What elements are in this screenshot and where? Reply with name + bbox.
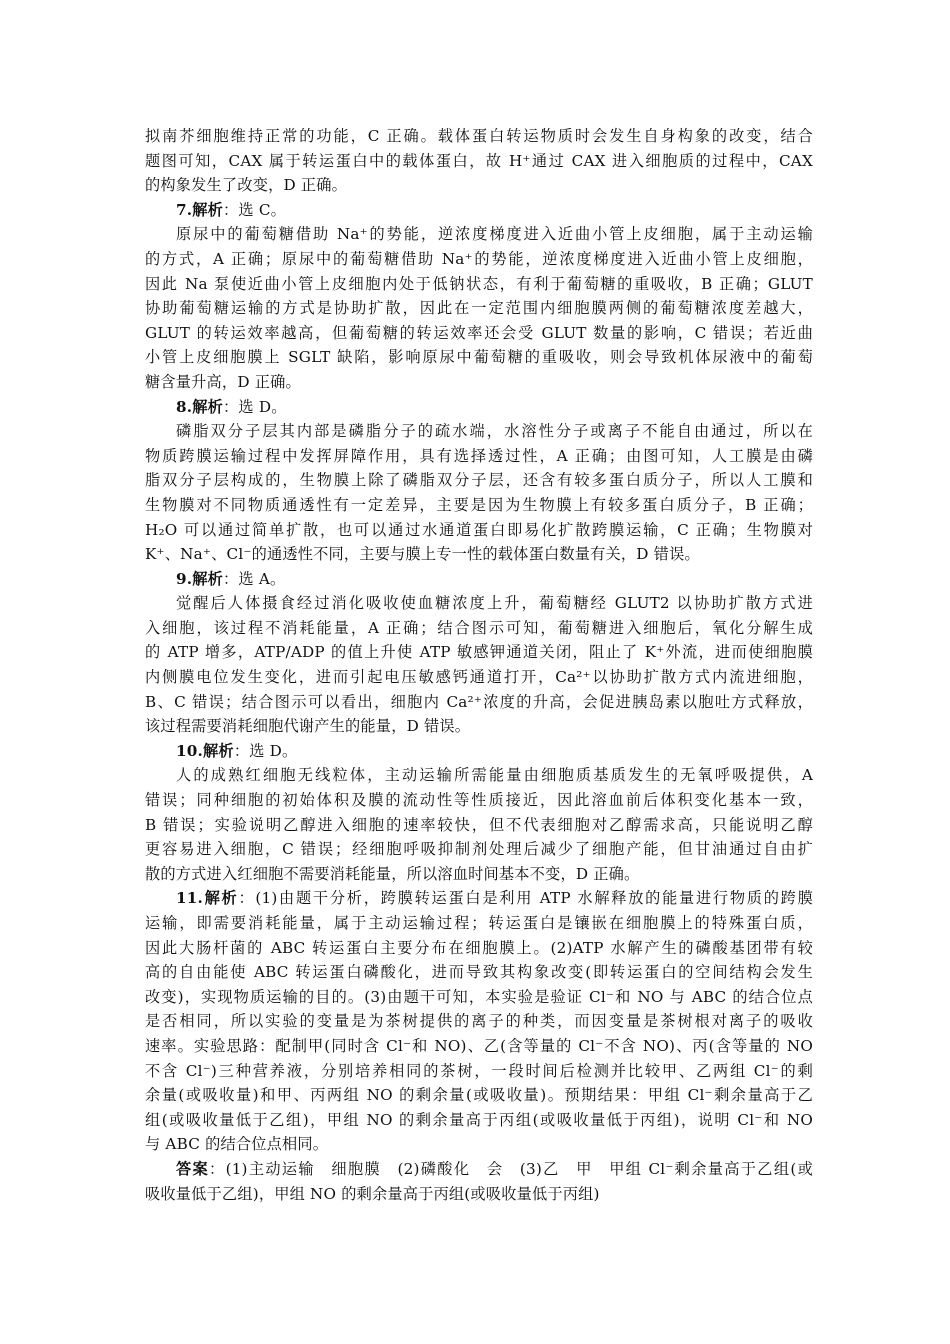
text-line — [145, 1009, 813, 1034]
line-text: 物质跨膜运输过程中发挥屏障作用，具有选择透过性，A 正确；由图可知，人工膜是由磷 — [145, 446, 813, 465]
line-text: 与 ABC 的结合位点相同。 — [145, 1135, 329, 1154]
text-line — [145, 616, 813, 641]
answer-label: 9.解析 — [176, 569, 224, 588]
line-text: 入细胞，该过程不消耗能量，A 正确；结合图示可知，葡萄糖进入细胞后，氧化分解生成 — [145, 618, 813, 637]
text-line — [145, 124, 813, 149]
line-text: 内侧膜电位发生变化，进而引起电压敏感钙通道打开，Ca²⁺以协助扩散方式内流进细胞， — [145, 668, 813, 687]
line-text: ：选 C。 — [223, 200, 287, 219]
line-text: H₂O 可以通过简单扩散，也可以通过水通道蛋白即易化扩散跨膜运输，C 正确；生物膜对 — [145, 520, 813, 539]
text-line — [145, 296, 813, 321]
text-line — [145, 665, 813, 690]
text-line — [145, 1083, 813, 1108]
text-line — [145, 640, 813, 665]
text-line — [145, 813, 813, 838]
answer-label: 10.解析 — [176, 741, 234, 760]
answer-label: 8.解析 — [176, 397, 224, 416]
line-text: 小管上皮细胞膜上 SGLT 缺陷，影响原尿中葡萄糖的重吸收，则会导致机体尿液中的葡萄 — [145, 348, 813, 367]
line-text: 因此 Na 泵使近曲小管上皮细胞内处于低钠状态，有利于葡萄糖的重吸收，B 正确；GLUT — [145, 274, 813, 293]
text-line — [145, 1059, 813, 1084]
line-text: GLUT 的转运效率越高，但葡萄糖的转运效率还会受 GLUT 数量的影响，C 错误；若近曲 — [145, 323, 813, 342]
text-line — [145, 911, 813, 936]
answer-heading-line — [145, 198, 813, 223]
answer-text-block — [145, 124, 813, 1206]
answer-label: 7.解析 — [176, 200, 224, 219]
line-text: B 错误；实验说明乙醇进入细胞的速率较快，但不代表细胞对乙醇需求高，只能说明乙醇 — [145, 815, 813, 834]
text-line — [145, 960, 813, 985]
text-line — [145, 714, 813, 739]
line-text: 余量(或吸收量)和甲、丙两组 NO 的剩余量(或吸收量)。预期结果：甲组 Cl⁻剩余量高于乙 — [145, 1086, 813, 1105]
text-line — [145, 936, 813, 961]
text-line — [145, 1034, 813, 1059]
line-text: 速率。实验思路：配制甲(同时含 Cl⁻和 NO)、乙(含等量的 Cl⁻不含 NO)、丙(含等量的 NO — [145, 1036, 813, 1055]
text-line — [145, 419, 813, 444]
text-line — [145, 690, 813, 715]
line-text: 不含 Cl⁻)三种营养液，分别培养相同的茶树，一段时间后检测并比较甲、乙两组 Cl⁻的剩 — [145, 1061, 813, 1080]
text-line — [145, 444, 813, 469]
line-text: ：(1)由题干分析，跨膜转运蛋白是利用 ATP 水解释放的能量进行物质的跨膜 — [238, 889, 813, 908]
text-line — [145, 222, 813, 247]
answer-heading-line — [145, 886, 813, 911]
line-text: 是否相同，所以实验的变量是为茶树提供的离子的种类，而因变量是茶树根对离子的吸收 — [145, 1012, 813, 1031]
answer-label: 答案 — [176, 1159, 210, 1178]
answer-label: 11.解析 — [176, 889, 239, 908]
line-text: 的方式，A 正确；原尿中的葡萄糖借助 Na⁺的势能，逆浓度梯度进入近曲小管上皮细胞， — [145, 249, 813, 268]
text-line — [145, 837, 813, 862]
line-text: 该过程需要消耗细胞代谢产生的能量，D 错误。 — [145, 717, 471, 736]
text-line — [145, 1182, 813, 1207]
line-text: 原尿中的葡萄糖借助 Na⁺的势能，逆浓度梯度进入近曲小管上皮细胞，属于主动运输 — [176, 225, 813, 244]
text-line — [145, 518, 813, 543]
line-text: 题图可知，CAX 属于转运蛋白中的载体蛋白，故 H⁺通过 CAX 进入细胞质的过程中，CAX — [145, 151, 813, 170]
text-line — [145, 591, 813, 616]
text-line — [145, 247, 813, 272]
text-line — [145, 985, 813, 1010]
answer-heading-line — [145, 739, 813, 764]
text-line — [145, 468, 813, 493]
line-text: 散的方式进入红细胞不需要消耗能量，所以溶血时间基本不变，D 正确。 — [145, 864, 640, 883]
line-text: 因此大肠杆菌的 ABC 转运蛋白主要分布在细胞膜上。(2)ATP 水解产生的磷酸基团带有较 — [145, 938, 813, 957]
line-text: ：选 D。 — [233, 741, 298, 760]
line-text: 高的自由能使 ABC 转运蛋白磷酸化，进而导致其构象改变(即转运蛋白的空间结构会发生 — [145, 963, 813, 982]
line-text: 的 ATP 增多，ATP/ADP 的值上升使 ATP 敏感钾通道关闭，阻止了 K⁺外流，进而使细胞膜 — [145, 643, 813, 662]
text-line — [145, 1132, 813, 1157]
text-line — [145, 788, 813, 813]
line-text: 更容易进入细胞，C 错误；经细胞呼吸抑制剂处理后减少了细胞产能，但甘油通过自由扩 — [145, 840, 813, 859]
text-line — [145, 321, 813, 346]
line-text: 觉醒后人体摄食经过消化吸收使血糖浓度上升，葡萄糖经 GLUT2 以协助扩散方式进 — [176, 594, 813, 613]
text-line — [145, 493, 813, 518]
text-line — [145, 173, 813, 198]
text-line — [145, 345, 813, 370]
line-text: B、C 错误；结合图示可以看出，细胞内 Ca²⁺浓度的升高，会促进胰岛素以胞吐方式释放， — [145, 692, 813, 711]
line-text: 的构象发生了改变，D 正确。 — [145, 176, 348, 195]
line-text: 磷脂双分子层其内部是磷脂分子的疏水端，水溶性分子或离子不能自由通过，所以在 — [176, 422, 813, 441]
line-text: ：选 A。 — [223, 569, 286, 588]
line-text: 运输，即需要消耗能量，属于主动运输过程；转运蛋白是镶嵌在细胞膜上的特殊蛋白质， — [145, 914, 813, 932]
text-line — [145, 149, 813, 174]
text-line — [145, 1108, 813, 1133]
line-text: 组(或吸收量低于乙组)，甲组 NO 的剩余量高于丙组(或吸收量低于丙组)，说明 Cl⁻和 NO — [145, 1110, 813, 1129]
line-text: K⁺、Na⁺、Cl⁻的通透性不同，主要与膜上专一性的载体蛋白数量有关，D 错误。 — [145, 545, 700, 564]
text-line — [145, 272, 813, 297]
line-text: 改变)，实现物质运输的目的。(3)由题干可知，本实验是验证 Cl⁻和 NO 与 ABC 的结合位点 — [145, 987, 813, 1006]
line-text: 吸收量低于乙组)，甲组 NO 的剩余量高于丙组(或吸收量低于丙组) — [145, 1184, 600, 1203]
answer-heading-line — [145, 1157, 813, 1182]
answer-heading-line — [145, 395, 813, 420]
line-text: 拟南芥细胞维持正常的功能，C 正确。载体蛋白转运物质时会发生自身构象的改变，结合 — [145, 127, 813, 145]
line-text: 生物膜对不同物质通透性有一定差异，主要是因为生物膜上有较多蛋白质分子，B 正确； — [145, 495, 813, 514]
text-line — [145, 862, 813, 887]
line-text: 错误；同种细胞的初始体积及膜的流动性等性质接近，因此溶血前后体积变化基本一致， — [145, 791, 813, 810]
answer-heading-line — [145, 567, 813, 592]
line-text: 协助葡萄糖运输的方式是协助扩散，因此在一定范围内细胞膜两侧的葡萄糖浓度差越大， — [145, 299, 813, 318]
line-text: ：(1)主动运输 细胞膜 (2)磷酸化 会 (3)乙 甲 甲组 Cl⁻剩余量高于乙组(或 — [209, 1159, 813, 1178]
line-text: ：选 D。 — [223, 397, 287, 416]
text-line — [145, 763, 813, 788]
text-line — [145, 542, 813, 567]
line-text: 脂双分子层构成的，生物膜上除了磷脂双分子层，还含有较多蛋白质分子，所以人工膜和 — [145, 471, 813, 490]
line-text: 糖含量升高，D 正确。 — [145, 372, 301, 391]
line-text: 人的成熟红细胞无线粒体，主动运输所需能量由细胞质基质发生的无氧呼吸提供，A — [176, 766, 813, 785]
text-line — [145, 370, 813, 395]
